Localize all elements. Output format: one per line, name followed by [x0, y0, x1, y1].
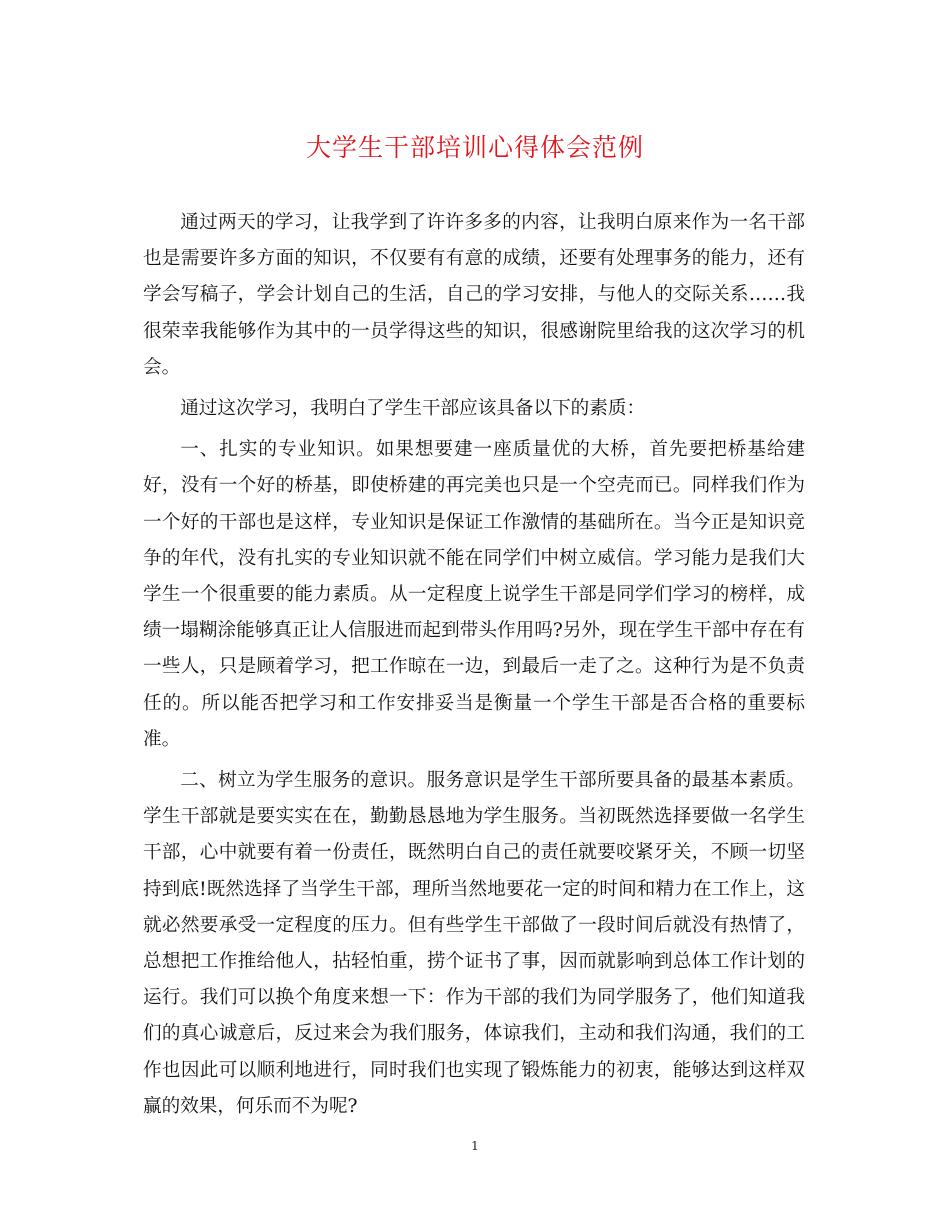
page-number: 1 [471, 1139, 479, 1153]
paragraph-professional-knowledge: 一、扎实的专业知识。如果想要建一座质量优的大桥，首先要把桥基给建好，没有一个好的桥基，即使桥建的再完美也只是一个空壳而已。同样我们作为一个好的干部也是这样，专业知识是保证工作激情的基础所在。当今正是知识竞争的年代，没有扎实的专业知识就不能在同学们中树立威信。学习能力是我们大学生一个很重要的能力素质。从一定程度上说学生干部是同学们学习的榜样，成绩一塌糊涂能够真正让人信服进而起到带头作用吗?另外，现在学生干部中存在有一些人，只是顾着学习，把工作晾在一边，到最后一走了之。这种行为是不负责任的。所以能否把学习和工作安排妥当是衡量一个学生干部是否合格的重要标准。 [143, 439, 805, 750]
paragraph-qualities-lead: 通过这次学习，我明白了学生干部应该具备以下的素质： [180, 398, 646, 420]
document-body [143, 205, 805, 1130]
paragraph-intro: 通过两天的学习，让我学到了许许多多的内容，让我明白原来作为一名干部也是需要许多方面的知识，不仅要有有意的成绩，还要有处理事务的能力，还有学会写稿子，学会计划自己的生活，自己的学习安排，与他人的交际关系……我很荣幸我能够作为其中的一员学得这些的知识，很感谢院里给我的这次学习的机会。 [143, 212, 805, 378]
paragraph-service-awareness: 二、树立为学生服务的意识。服务意识是学生干部所要具备的最基本素质。学生干部就是要实实在在，勤勤恳恳地为学生服务。当初既然选择要做一名学生干部，心中就要有着一份责任，既然明白自己的责任就要咬紧牙关，不顾一切坚持到底!既然选择了当学生干部，理所当然地要花一定的时间和精力在工作上，这就必然要承受一定程度的压力。但有些学生干部做了一段时间后就没有热情了，总想把工作推给他人，拈轻怕重，捞个证书了事，因而就影响到总体工作计划的运行。我们可以换个角度来想一下：作为干部的我们为同学服务了，他们知道我们的真心诚意后，反过来会为我们服务，体谅我们，主动和我们沟通，我们的工作也因此可以顺利地进行，同时我们也实现了锻炼能力的初衷，能够达到这样双赢的效果，何乐而不为呢? [143, 770, 805, 1117]
document-title: 大学生干部培训心得体会范例 [305, 133, 644, 162]
